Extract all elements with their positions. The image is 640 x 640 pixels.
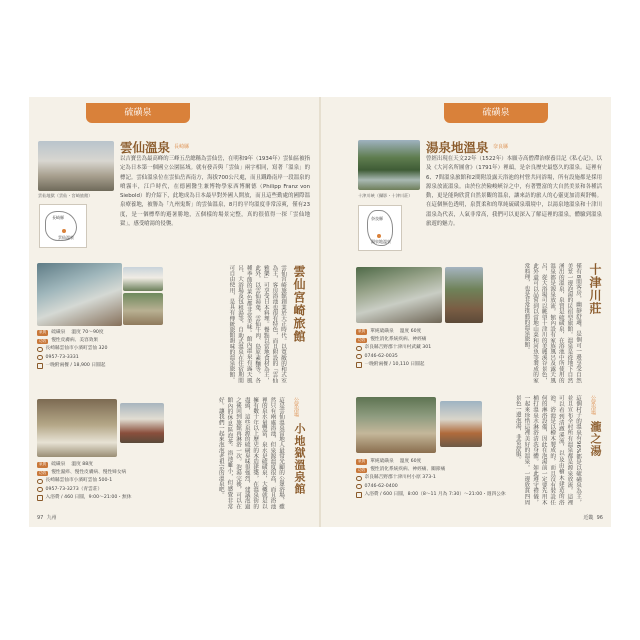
section-tab: 硫磺泉 bbox=[86, 103, 190, 123]
phone-icon bbox=[37, 355, 43, 361]
info-row: 功效 慢性濕疹、慢性皮膚病、慢性婦女病 bbox=[39, 470, 127, 476]
info-row: 泉質 單純硫磺泉 溫度 60度 bbox=[358, 459, 422, 464]
inn-title: 雲仙宮崎旅館 bbox=[292, 265, 306, 343]
phone-icon bbox=[356, 484, 362, 490]
public-bath-badge: 公眾浴場 bbox=[293, 397, 299, 417]
prefecture-label: 長崎縣 bbox=[174, 144, 190, 150]
info-pill: 功效 bbox=[39, 338, 47, 343]
location-pin-icon bbox=[356, 346, 362, 352]
location-pin-icon bbox=[37, 479, 43, 485]
inn-info bbox=[356, 328, 484, 369]
page-number: 97 九州 bbox=[37, 515, 57, 521]
info-pill: 泉質 bbox=[358, 329, 366, 334]
info-row: 泉質 單純硫磺泉 溫度 60度 bbox=[358, 329, 422, 334]
right-page bbox=[320, 97, 611, 527]
info-row: 功效 慢性皮膚病、美容效果 bbox=[39, 338, 99, 344]
clock-icon bbox=[37, 495, 43, 501]
inn-description: 僅有8間客房，幽靜舒適，是個可一邊享受自然美景一邊泡湯的民宿型旅館。溫泉是從地下自然湧出的溫泉，泉質是硫磺泉，在浴池中所使用的溫泉都是源泉放流。館內設有家族風呂及露天風呂，從大浴場可以眺望十津川的美麗溪谷景色，此外還可以品嘗到以當地山菜和河魚等製成的家常料理，也是非常推薦的溫泉旅館。 bbox=[523, 263, 581, 383]
info-row: 0746-62-0400 bbox=[356, 483, 506, 491]
bathhouse-info bbox=[356, 458, 506, 499]
location-map: 長崎縣 雲仙溫泉 bbox=[39, 204, 87, 248]
photo-caption: 雲仙地獄（雲仙・宮崎旅館） bbox=[38, 193, 93, 198]
onsen-description: 以吉寶岳為最高峰的三峰五岳總稱為雲仙岳，在明和9年（1934年）雲仙區被指定為日本第一個國立公園區域。就有發音與「雲仙」兩字相同，寫著「溫泉」的標記。雲仙溫泉位在雲仙岳西南方，海拔700公尺處，而且鐵路南岸一段溫泉的噴霧丰，江戶時代，在德國醫生兼博物學家西博爾德（Philipp Franz von Siebold）的介紹下，此地成為日本最早對外國人開放，而且這些勤處的國際溫泉療養地，被譽為「九州鬼斯」的雲仙溫泉，8月的平均溫度非常涼爽，僅有23度，是一個標準的避暑勝地，五個樣的場景完整，真的很值得一探「雲仙地獄」，感受嗆湯的侵襲。 bbox=[120, 156, 310, 228]
location-map: 奈良縣 湯泉地溫泉 bbox=[358, 205, 402, 251]
inn-bath-photo bbox=[356, 267, 442, 323]
info-row: 泉質 硫磺泉 溫度 70～90度 bbox=[39, 330, 104, 335]
info-row: 泉質 硫磺泉 溫度 88度 bbox=[39, 462, 93, 467]
onsen-title: 湯泉地溫泉 bbox=[426, 140, 489, 155]
phone-icon bbox=[37, 487, 43, 493]
info-row: 一晚附兩餐 / 18,900 日圓起 bbox=[37, 362, 167, 370]
info-row: 奈良縣吉野郡十津川村武藏 301 bbox=[356, 344, 484, 352]
unzen-jigoku-photo bbox=[38, 141, 114, 191]
inn-room-photo bbox=[123, 293, 163, 325]
bathhouse-exterior-photo bbox=[120, 403, 164, 443]
totsukawa-gorge-photo bbox=[358, 140, 420, 190]
book-spread bbox=[29, 97, 611, 527]
inn-exterior-photo bbox=[123, 267, 163, 291]
info-row: 長崎縣雲仙市小濱町雲仙 500-1 bbox=[37, 477, 182, 485]
bathhouse-title: 小地獄溫泉館 bbox=[293, 423, 306, 495]
bathhouse-interior-photo bbox=[37, 399, 117, 457]
inn-info bbox=[37, 329, 167, 370]
info-row: 0746-62-0035 bbox=[356, 353, 484, 361]
bathhouse-description: 這是雲仙溫泉當地人最常光顧的公眾浴場，雖然只有兩處浴池，但泉源溫度很高，而且浴池裡的泉水量豐富，泉水是硫磺泉，大概就是以擁有數十年以上歷史的木造建築，在溫泉街的盡頭，這些泉源的硫磺臭味很強烈，建議泡過之後回到旅館再淋浴一次。泡湯完後，可以在館內的休息區泡茶。浴池雖小，但感覺非常好。讓我們一起來泡泡老祖宗的溫泉吧。 bbox=[217, 397, 284, 509]
info-pill: 功效 bbox=[39, 470, 47, 475]
inn-bath-photo bbox=[37, 263, 122, 326]
info-row: 奈良縣吉野郡十津川村小原 373-1 bbox=[356, 474, 506, 482]
info-row: 功效 慢性消化系統疾病、神經痛 bbox=[358, 337, 427, 343]
photo-caption: 十津川峽（攝影・十津川莊） bbox=[358, 193, 413, 198]
info-row: 入浴費 / 600 日圓，8:00（8～11 月為 7:30）～21:00・週四公休 bbox=[356, 491, 506, 499]
clock-icon bbox=[356, 492, 362, 498]
info-row: 入浴費 / 460 日圓，9:00～21:00・無休 bbox=[37, 494, 182, 502]
inn-exterior-photo bbox=[445, 267, 483, 323]
info-pill: 功效 bbox=[358, 467, 366, 472]
bathhouse-interior-photo bbox=[356, 397, 436, 453]
info-row: 功效 慢性消化系統疾病、神經痛、關節痛 bbox=[358, 467, 446, 473]
price-icon bbox=[37, 363, 43, 369]
section-tab: 硫磺泉 bbox=[444, 103, 548, 123]
info-pill: 泉質 bbox=[358, 459, 366, 464]
bathhouse-info bbox=[37, 461, 182, 502]
inn-description: 雲仙宮崎旅館創業於大正時代。以寬敞的和式室為主，客房浴池也很有特色，而且附設的「雲仙雅樂」可享受日本料理。餐點以當地食材為主，此外，以雲仙湯葉、雲仙牛肉、島原素麵等，各種季節的菜色都非常美味。館內溫泉有露天風呂、大浴場及包租湯等，自助式溫泉在住宿期間可自由使用，是具有傳統旅館韻味的溫泉旅館。 bbox=[228, 265, 286, 383]
location-pin-icon bbox=[37, 347, 43, 353]
bathhouse-exterior-photo bbox=[440, 401, 482, 447]
onsen-description: 曾經出現在天文22年（1522年）本願寺高僧滯治療養目記《私心記》，以及《大河名所圖會》（1791年）裡頭，是奈良歷史最悠久的溫泉。這裡有6、7間溫泉旅館和2間附設露天浴池的村營共同浴場，所有設施都是採用源泉放流溫泉。由於位於險峻峽谷之中，有著豐富的大自然美景和各種活動，更是能夠欣賞自然景觀的溫泉，讓來訪的旅人的心靈更加清爽舒暢。在這個無色透明，泉質柔和的單純硫磺泉環境中，以湯泉地溫泉和十津川溫泉為代表，人氣非常高，我們可以更深入了解這裡的溫泉，體驗到溫泉旅遊的魅力。 bbox=[426, 156, 602, 228]
onsen-title: 雲仙溫泉 bbox=[120, 140, 171, 155]
location-pin-icon bbox=[356, 476, 362, 482]
info-row: 0957-73-3273（青雲莊） bbox=[37, 486, 182, 494]
price-icon bbox=[356, 362, 362, 368]
location-dot-icon bbox=[62, 229, 66, 233]
prefecture-label: 奈良縣 bbox=[493, 144, 509, 150]
info-pill: 泉質 bbox=[39, 330, 47, 335]
location-dot-icon bbox=[377, 234, 381, 238]
page-number: 近畿 96 bbox=[583, 515, 603, 521]
info-pill: 功效 bbox=[358, 337, 366, 342]
info-row: 0957-73-3331 bbox=[37, 354, 167, 362]
bathhouse-description: 這個村子的溫泉有96%都是以硫磺泉為主，並且宣布全村所有溫泉都是源泉放流。這裡可以看到清澈溪流，以及由檜木建造的浴池。浴池是以檜木製成的，而且沒有裝設任何的淋浴設備，因此在泡湯前一定要先用木桶打溫泉水淋浴清洗身體。如此遵守禮儀，一起來珍惜這裡美好的溫泉。一邊欣賞四周景色一邊泡湯，非常舒服。 bbox=[514, 395, 581, 505]
left-page bbox=[29, 97, 320, 527]
inn-title: 十津川莊 bbox=[588, 263, 602, 315]
info-pill: 泉質 bbox=[39, 462, 47, 467]
public-bath-badge: 公眾浴場 bbox=[590, 395, 596, 415]
bathhouse-title: 瀧之湯 bbox=[589, 421, 602, 457]
info-row: 一晚附兩餐 / 10,110 日圓起 bbox=[356, 361, 484, 369]
phone-icon bbox=[356, 354, 362, 360]
info-row: 長崎縣雲仙市小濱町雲仙 320 bbox=[37, 345, 167, 353]
